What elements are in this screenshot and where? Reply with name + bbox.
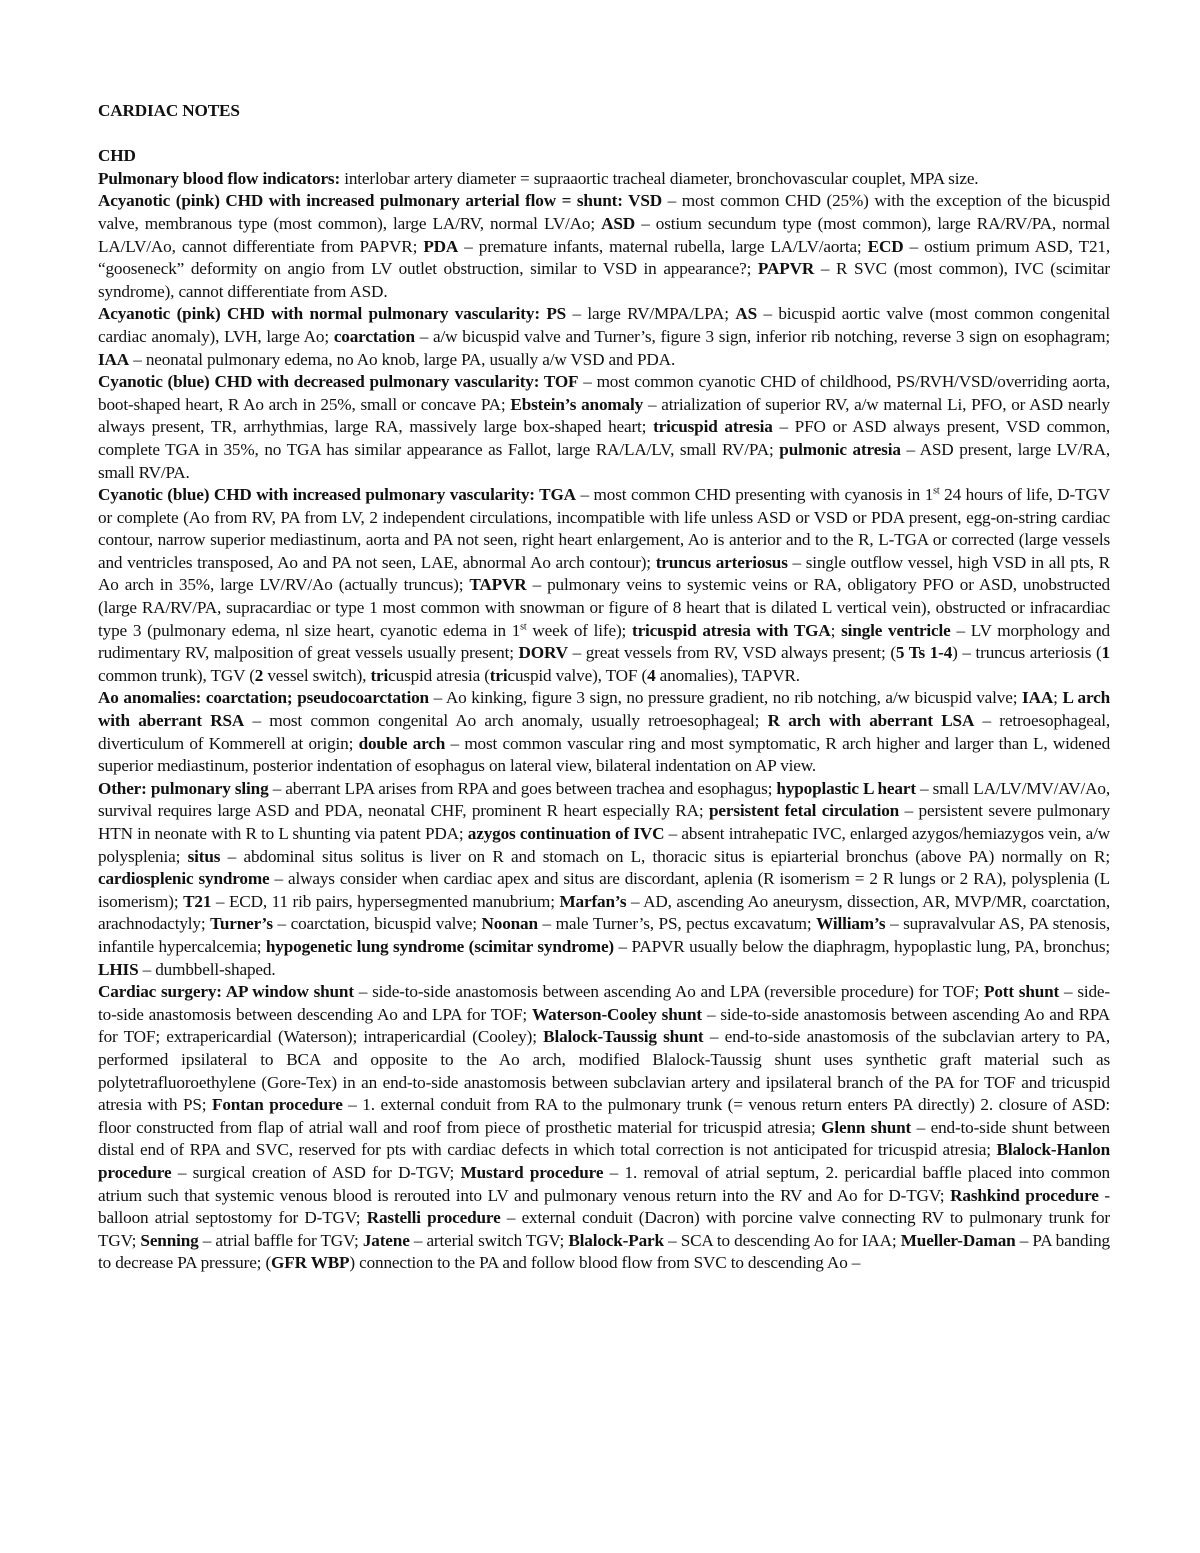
bold-term: single ventricle	[841, 620, 951, 640]
note-text: ;	[830, 620, 842, 640]
bold-term: Senning	[140, 1230, 199, 1250]
note-text: vessel switch),	[263, 665, 371, 685]
bold-term: 4	[647, 665, 656, 685]
note-paragraph	[98, 303, 1110, 371]
note-text: – PFO or ASD always present, VSD common, complete TGA in 35%, no TGA has similar appearance as Fallot, large RA/LA/LV, small RV/PA;	[98, 417, 1111, 459]
bold-term: 1	[1101, 643, 1110, 663]
bold-term: persistent fetal circulation	[708, 801, 900, 821]
bold-term: Ao anomalies: coarctation; pseudocoarctation	[98, 688, 429, 708]
note-text: – 1. removal of atrial septum, 2. pericardial baffle placed into common atrium such that systemic venous blood is rerouted into LV and pulmonary venous return into the RV and Ao for D-TGV;	[98, 1162, 1110, 1205]
note-paragraph	[98, 168, 1110, 191]
bold-term: TAPVR	[469, 575, 527, 595]
bold-term: tri	[370, 665, 389, 685]
note-text: – end-to-side shunt between distal end of RPA and SVC, reserved for pts with cardiac defects in which total correction is not anticipated for tricuspid atresia;	[98, 1117, 1110, 1160]
bold-term: Mueller-Daman	[900, 1230, 1016, 1250]
bold-term: Blalock-Hanlon procedure	[98, 1140, 1110, 1182]
note-text: – atrialization of superior RV, a/w maternal Li, PFO, or ASD nearly always present, TR, arrhythmias, large RA, massively large box-shaped heart;	[98, 394, 1110, 437]
bold-term: Rastelli procedure	[366, 1208, 501, 1228]
bold-term: LHIS	[98, 959, 139, 979]
note-text: – great vessels from RV, VSD always present; (	[567, 643, 896, 663]
note-paragraph	[98, 687, 1110, 777]
note-text: ;	[1053, 688, 1063, 708]
bold-term: Fontan procedure	[212, 1095, 343, 1115]
note-text: – LV morphology and rudimentary RV, malposition of great vessels usually present;	[98, 620, 1110, 663]
bold-term: ASD	[601, 213, 636, 233]
note-text: – side-to-side anastomosis between ascending Ao and LPA (reversible procedure) for TOF;	[353, 982, 984, 1002]
note-text: – 1. external conduit from RA to the pulmonary trunk (= venous return enters PA directly) 2. closure of ASD: floor constructed from flap of atrial wall and roof from piece of prosthetic material for tricuspid atresia;	[98, 1095, 1111, 1137]
note-paragraph	[98, 981, 1110, 1275]
document-page	[98, 100, 1110, 1275]
note-text: – single outflow vessel, high VSD in all pts, R Ao arch in 35%, large LV/RV/Ao (actually truncus);	[98, 552, 1110, 595]
bold-term: Cyanotic (blue) CHD with decreased pulmonary vascularity: TOF	[98, 372, 579, 392]
note-text: – PAPVR usually below the diaphragm, hypoplastic lung, PA, bronchus;	[614, 936, 1110, 956]
note-text: 24 hours of life, D-TGV or complete (Ao from RV, PA from LV, 2 independent circulations, incompatible with life unless ASD or VSD or PDA present, egg-on-string cardiac contour, narrow superior mediastinum, aorta and PA not seen, right heart enlargement, Ao is anterior and to the R, L-TGA or corrected (large vessels and ventricles transposed, Ao and PA not seen, LAE, abnormal Ao arch contour);	[98, 485, 1110, 572]
note-text: – pulmonary veins to systemic veins or RA, obligatory PFO or ASD, unobstructed (large RA/RV/PA, supracardiac or type 1 most common with snowman or figure of 8 heart that is dilated L vertical vein), obstructed or infracardiac type 3 (pulmonary edema, nl size heart, cyanotic edema in 1	[98, 575, 1110, 640]
bold-term: cardiosplenic syndrome	[98, 869, 270, 889]
note-text: – most common congenital Ao arch anomaly, usually retroesophageal;	[244, 711, 768, 731]
bold-term: Pulmonary blood flow indicators:	[98, 168, 341, 188]
note-text: – external conduit (Dacron) with porcine valve connecting RV to pulmonary trunk for TGV;	[98, 1208, 1110, 1250]
bold-term: PAPVR	[757, 259, 815, 279]
bold-term: AS	[735, 304, 757, 324]
bold-term: Acyanotic (pink) CHD with increased pulmonary arterial flow = shunt: VSD	[98, 191, 663, 211]
bold-term: Marfan’s	[559, 891, 627, 911]
bold-term: Blalock-Park	[568, 1230, 664, 1250]
note-text: ) connection to the PA and follow blood flow from SVC to descending Ao –	[349, 1253, 861, 1273]
note-text: – most common vascular ring and most symptomatic, R arch higher and larger than L, widened superior mediastinum, posterior indentation of esophagus on lateral view, bilateral indentation on AP view.	[98, 733, 1111, 776]
bold-term: Cardiac surgery: AP window shunt	[98, 982, 354, 1002]
note-text: interlobar artery diameter = supraaortic tracheal diameter, bronchovascular couplet, MPA size.	[340, 168, 979, 188]
bold-term: Noonan	[481, 914, 538, 934]
note-text: – bicuspid aortic valve (most common congenital cardiac anomaly), LVH, large Ao;	[98, 304, 1110, 346]
note-text: – side-to-side anastomosis between ascending Ao and RPA for TOF; extrapericardial (Waterson); intrapericardial (Cooley);	[98, 1004, 1110, 1047]
bold-term: coarctation	[333, 326, 415, 346]
bold-term: Mustard procedure	[460, 1162, 604, 1182]
bold-term: tricuspid atresia	[653, 417, 773, 437]
bold-term: tri	[489, 665, 508, 685]
bold-term: IAA	[1022, 688, 1054, 708]
note-text: – most common CHD (25%) with the exception of the bicuspid valve, membranous type (most common), large LA/RV, normal LV/Ao;	[98, 191, 1110, 233]
note-paragraph	[98, 778, 1110, 981]
note-text: – arterial switch TGV;	[409, 1230, 569, 1250]
bold-term: ECD	[867, 236, 904, 256]
note-text: – side-to-side anastomosis between descending Ao and LPA for TOF;	[98, 982, 1110, 1024]
bold-term: Cyanotic (blue) CHD with increased pulmonary vascularity: TGA	[98, 485, 576, 505]
note-text: – R SVC (most common), IVC (scimitar syndrome), cannot differentiate from ASD.	[98, 259, 1111, 301]
bold-term: William’s	[816, 914, 886, 934]
bold-term: tricuspid atresia with TGA	[632, 620, 831, 640]
note-text: – most common CHD presenting with cyanosis in 1	[575, 485, 934, 505]
note-text: week of life);	[526, 620, 632, 640]
note-text: – dumbbell-shaped.	[138, 959, 276, 979]
bold-term: Waterson-Cooley shunt	[531, 1004, 703, 1024]
note-paragraph	[98, 484, 1110, 687]
bold-term: PDA	[423, 236, 459, 256]
bold-term: hypogenetic lung syndrome (scimitar syndrome)	[265, 936, 614, 956]
note-text: – retroesophageal, diverticulum of Kommerell at origin;	[98, 711, 1110, 753]
note-text: - balloon atrial septostomy for D-TGV;	[98, 1185, 1110, 1228]
note-paragraph	[98, 190, 1110, 303]
note-text: – absent intrahepatic IVC, enlarged azygos/hemiazygos vein, a/w polysplenia;	[98, 824, 1110, 866]
note-text: ) – truncus arteriosis (	[952, 643, 1102, 663]
bold-term: IAA	[98, 349, 130, 369]
section-heading: CHD	[98, 146, 136, 166]
bold-term: situs	[187, 846, 221, 866]
note-text: – premature infants, maternal rubella, large LA/LV/aorta;	[458, 236, 868, 256]
bold-term: Turner’s	[210, 914, 273, 934]
superscript: st	[520, 620, 527, 632]
bold-term: GFR WBP	[271, 1253, 350, 1273]
bold-term: Rashkind procedure	[950, 1185, 1099, 1205]
bold-term: truncus arteriosus	[655, 552, 788, 572]
bold-term: Acyanotic (pink) CHD with normal pulmonary vascularity: PS	[98, 304, 567, 324]
note-text: – end-to-side anastomosis of the subclavian artery to PA, performed ipsilateral to BCA and opposite to the Ao arch, modified Blalock-Taussig shunt uses synthetic graft material such as polytetrafluoroethylene (Gore-Tex) in an end-to-side anastomosis between subclavian artery and ipsilateral branch of the PA for TOF and tricuspid atresia with PS;	[98, 1027, 1110, 1115]
bold-term: azygos continuation of IVC	[467, 824, 665, 843]
document-title: CARDIAC NOTES	[98, 101, 240, 120]
bold-term: T21	[183, 891, 212, 911]
note-text: – neonatal pulmonary edema, no Ao knob, large PA, usually a/w VSD and PDA.	[129, 349, 676, 369]
note-text: – AD, ascending Ao aneurysm, dissection, AR, MVP/MR, coarctation, arachnodactyly;	[98, 891, 1110, 934]
bold-term: hypoplastic L heart	[776, 778, 916, 798]
superscript: st	[933, 485, 940, 497]
note-text: – PA banding to decrease PA pressure; (	[98, 1230, 1110, 1273]
note-text: – large RV/MPA/LPA;	[566, 304, 736, 324]
note-paragraph	[98, 371, 1110, 484]
note-text: – surgical creation of ASD for D-TGV;	[171, 1162, 461, 1182]
note-text: common trunk), TGV (	[98, 665, 255, 685]
bold-term: Ebstein’s anomaly	[510, 394, 644, 414]
note-text: – most common cyanotic CHD of childhood, PS/RVH/VSD/overriding aorta, boot-shaped heart, R Ao arch in 25%, small or concave PA;	[98, 372, 1110, 414]
note-text: – always consider when cardiac apex and situs are discordant, aplenia (R isomerism = 2 R lungs or 2 RA), polysplenia (L isomerism);	[98, 869, 1110, 911]
note-text: – aberrant LPA arises from RPA and goes between trachea and esophagus;	[268, 778, 777, 798]
note-text: – a/w bicuspid valve and Turner’s, figure 3 sign, inferior rib notching, reverse 3 sign on esophagram;	[414, 326, 1110, 346]
note-text: – coarctation, bicuspid valve;	[272, 914, 482, 934]
bold-term: L arch with aberrant RSA	[98, 688, 1110, 731]
note-text: cuspid atresia (	[388, 665, 490, 685]
bold-term: 2	[254, 665, 264, 685]
note-text: – male Turner’s, PS, pectus excavatum;	[537, 914, 817, 934]
bold-term: Pott shunt	[983, 982, 1060, 1002]
note-text: – ASD present, large LV/RA, small RV/PA.	[98, 439, 1110, 482]
bold-term: double arch	[358, 733, 446, 753]
bold-term: DORV	[518, 643, 568, 663]
note-text: – ostium secundum type (most common), large RA/RV/PA, normal LA/LV/Ao, cannot differentiate from PAPVR;	[98, 213, 1110, 256]
bold-term: Other: pulmonary sling	[98, 778, 269, 798]
note-text: – persistent severe pulmonary HTN in neonate with R to L shunting via patent PDA;	[98, 801, 1111, 843]
bold-term: pulmonic atresia	[779, 439, 901, 459]
bold-term: 5 Ts 1-4	[895, 643, 953, 663]
note-text: anomalies), TAPVR.	[655, 665, 800, 685]
note-text: – small LA/LV/MV/AV/Ao, survival requires large ASD and PDA, neonatal CHF, prominent R heart especially RA;	[98, 778, 1110, 821]
note-text: cuspid valve), TOF (	[507, 665, 648, 685]
note-text: – SCA to descending Ao for IAA;	[663, 1230, 901, 1250]
bold-term: R arch with aberrant LSA	[767, 711, 975, 731]
note-text: – ostium primum ASD, T21, “gooseneck” deformity on angio from LV outlet obstruction, similar to VSD in appearance?;	[98, 236, 1110, 279]
note-text: – Ao kinking, figure 3 sign, no pressure gradient, no rib notching, a/w bicuspid valve;	[428, 688, 1023, 708]
notes-body	[98, 168, 1110, 1275]
bold-term: Jatene	[362, 1230, 410, 1250]
note-text: – atrial baffle for TGV;	[198, 1230, 363, 1250]
note-text: – ECD, 11 rib pairs, hypersegmented manubrium;	[211, 891, 560, 911]
note-text: – supravalvular AS, PA stenosis, infantile hypercalcemia;	[98, 914, 1111, 956]
bold-term: Blalock-Taussig shunt	[543, 1027, 704, 1047]
note-text: – abdominal situs solitus is liver on R and stomach on L, thoracic situs is epiarterial bronchus (above PA) normally on R;	[220, 846, 1110, 866]
bold-term: Glenn shunt	[821, 1117, 912, 1137]
